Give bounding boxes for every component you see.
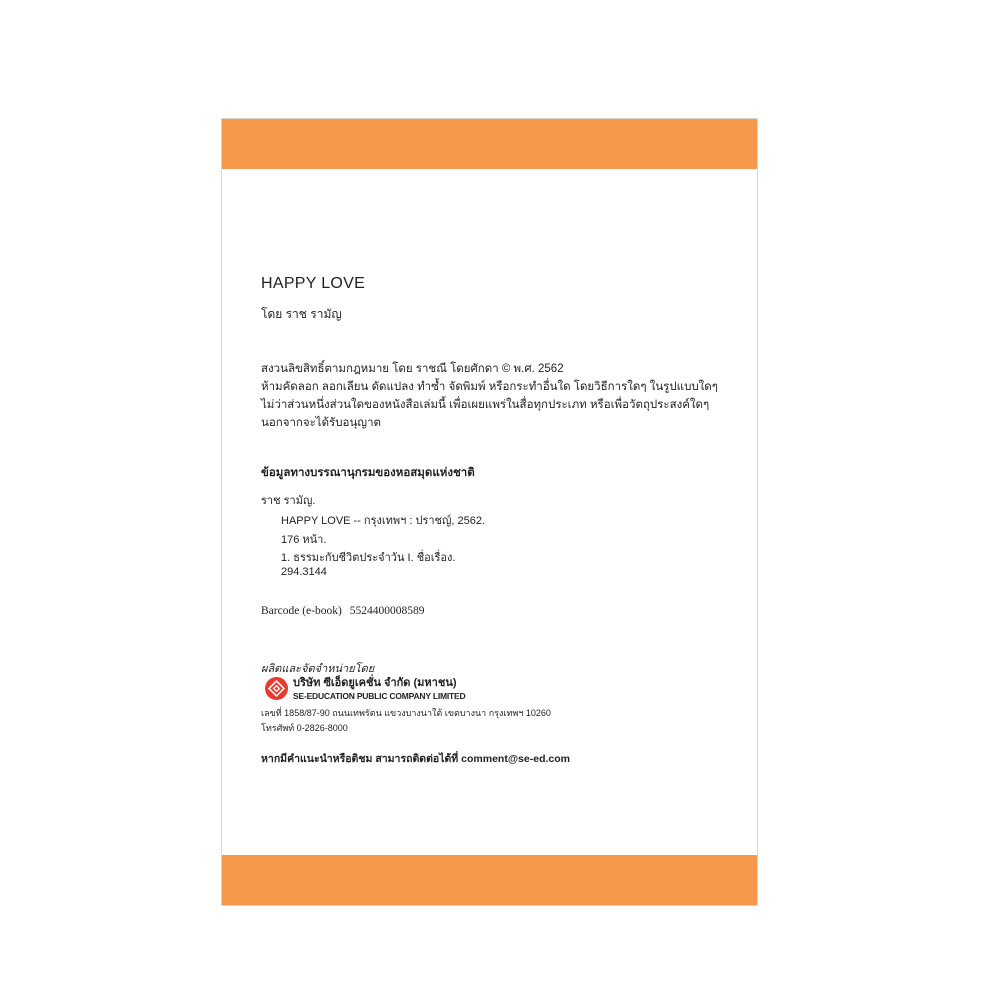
se-ed-logo-icon <box>265 677 288 700</box>
copyright-line: สงวนลิขสิทธิ์ตามกฎหมาย โดย ราชณี โดยศักดา © พ.ศ. 2562 <box>261 363 564 375</box>
cip-line: HAPPY LOVE -- กรุงเทพฯ : ปราชญ์, 2562. <box>281 515 486 527</box>
author-line: โดย ราช รามัญ <box>261 307 342 321</box>
publisher-name-thai: บริษัท ซีเอ็ดยูเคชั่น จำกัด (มหาชน) <box>293 677 457 689</box>
bottom-orange-band <box>222 855 757 905</box>
cip-line: 1. ธรรมะกับชีวิตประจำวัน I. ชื่อเรื่อง. <box>281 552 456 564</box>
book-title: HAPPY LOVE <box>261 275 366 292</box>
contact-line: หากมีคำแนะนำหรือติชม สามารถติดต่อได้ที่ comment@se-ed.com <box>261 753 570 765</box>
barcode-label: Barcode (e-book) <box>261 605 342 617</box>
publisher-heading: ผลิตและจัดจำหน่ายโดย <box>261 663 375 675</box>
copyright-line: ห้ามคัดลอก ลอกเลียน ดัดแปลง ทำซ้ำ จัดพิมพ์ หรือกระทำอื่นใด โดยวิธีการใดๆ ในรูปแบบใดๆ <box>261 381 718 393</box>
cip-line: 294.3144 <box>281 566 327 578</box>
publisher-address-block <box>261 706 551 736</box>
cip-line: 176 หน้า. <box>281 534 327 546</box>
cip-author: ราช รามัญ. <box>261 495 316 507</box>
copyright-line: ไม่ว่าส่วนหนึ่งส่วนใดของหนังสือเล่มนี้ เพื่อเผยแพร่ในสื่อทุกประเภท หรือเพื่อวัตถุประสงค์ใดๆ <box>261 399 710 411</box>
cip-heading: ข้อมูลทางบรรณานุกรมของหอสมุดแห่งชาติ <box>261 467 475 479</box>
copyright-line: นอกจากจะได้รับอนุญาต <box>261 417 382 429</box>
publisher-name <box>293 677 465 702</box>
barcode-info <box>261 605 433 617</box>
barcode-number: 5524400008589 <box>349 605 425 617</box>
publisher-phone: โทรศัพท์ 0-2826-8000 <box>261 723 348 733</box>
publisher-name-english: SE-EDUCATION PUBLIC COMPANY LIMITED <box>293 691 466 701</box>
page-content <box>261 119 737 905</box>
publisher-address: เลขที่ 1858/87-90 ถนนเทพรัตน แขวงบางนาใต้ เขตบางนา กรุงเทพฯ 10260 <box>261 708 551 718</box>
copyright-notice <box>261 360 718 432</box>
copyright-page <box>221 118 758 906</box>
